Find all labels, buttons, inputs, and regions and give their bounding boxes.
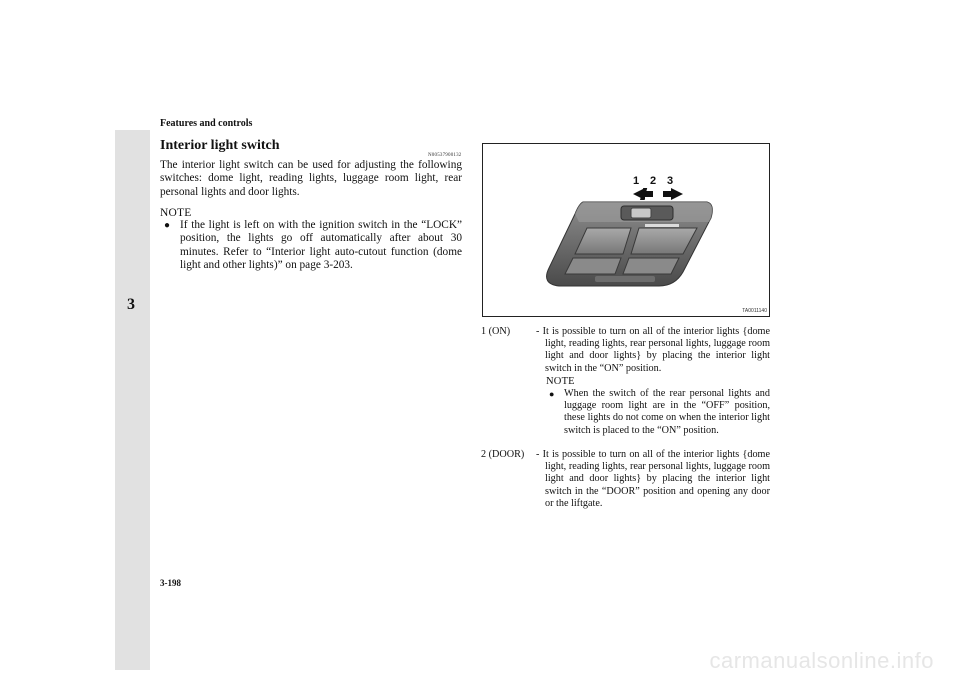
bullet-icon: ● [164,220,171,231]
position-2-label: 2 (DOOR) [481,449,525,460]
chapter-tab-number: 3 [127,296,135,313]
position-1-note-heading: NOTE [546,376,575,387]
page-number: 3-198 [160,578,181,588]
switch-illustration [482,143,770,317]
note-text: If the light is left on with the ignition switch in the “LOCK” position, the lights go off automatically after about 30 minutes. Refer to “Interior light auto-cutout function (dome light and other lights)” on page 3-203. [180,219,462,271]
note-heading: NOTE [160,207,192,219]
position-label-1: 1 [633,175,640,187]
intro-paragraph: The interior light switch can be used for adjusting the following switches: dome light, reading lights, luggage room light, rear personal lights and door lights. [160,159,462,198]
bullet-icon: ● [549,389,555,399]
position-1-label: 1 (ON) [481,326,511,337]
page-title: Interior light switch [160,138,280,153]
position-label-3: 3 [667,175,674,187]
position-1-text: - It is possible to turn on all of the interior lights {dome light, reading lights, rear personal lights, luggage room light and door lights} by placing the interior light switch in the “ON” position. [536,326,770,374]
position-label-2: 2 [650,175,657,187]
section-header: Features and controls [160,118,253,129]
position-1-note-text: When the switch of the rear personal lights and luggage room light are in the “OFF” position, these lights do not come on when the interior light switch is placed to the “ON” position. [564,388,770,436]
switch-diagram [483,144,771,318]
figure-code: TA0011140 [742,308,767,314]
chapter-tab [115,130,150,670]
watermark: carmanualsonline.info [709,648,934,673]
title-code: N00537900132 [428,153,462,158]
position-2-text: - It is possible to turn on all of the interior lights {dome light, reading lights, rear personal lights, luggage room light and door lights} by placing the interior light switch in the “DOOR” position and opening any door or the liftgate. [536,449,770,509]
